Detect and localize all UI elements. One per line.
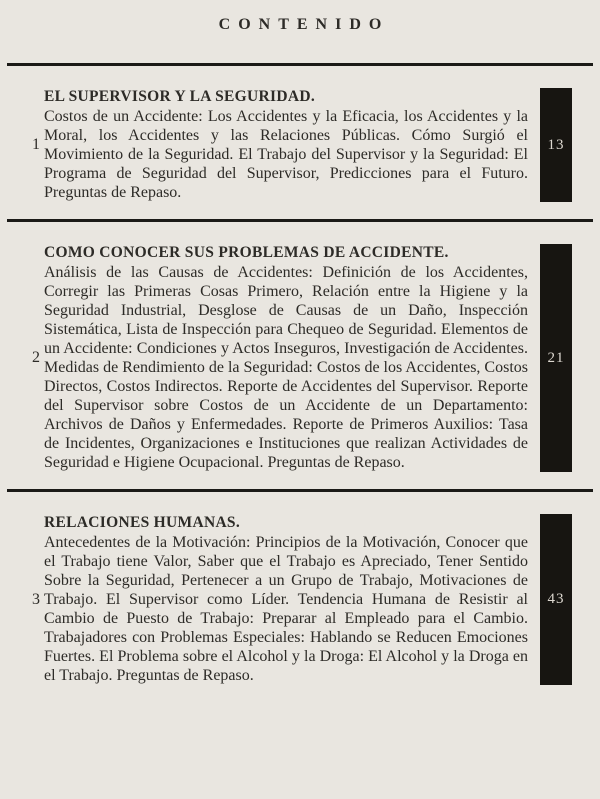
chapter-title: EL SUPERVISOR Y LA SEGURIDAD. (44, 88, 315, 105)
chapter-description: Análisis de las Causas de Accidentes: Definición de los Accidentes, Corregir las Primeras Cosas Primero, Relación entre la Higiene y la Seguridad Industrial, Desglose de Causas de un Daño, Inspección Sistemática, Lista de Inspección para Chequeo de Seguridad. Elementos de un Accidente: Condiciones y Actos Inseguros, Investigación de Accidentes. Medidas de Rendimiento de la Seguridad: Costos de los Accidentes, Costos Directos, Costos Indirectos. Reporte de Accidentes del Supervisor. Reporte del Supervisor sobre Costos de un Accidente de un Departamento: Archivos de Daños y Enfermedades. Reporte de Primeros Auxilios: Tasa de Incidentes, Organizaciones e Instituciones que realizan Actividades de Seguridad e Higiene Ocupacional. Preguntas de Repaso. (44, 264, 528, 471)
page-number-tab (540, 514, 572, 685)
toc-entry (0, 66, 600, 219)
chapter-description: Antecedentes de la Motivación: Principios de la Motivación, Conocer que el Trabajo tiene Valor, Saber que el Trabajo es Apreciado, Tener Sentido Sobre la Seguridad, Pertenecer a un Grupo de Trabajo, Motivaciones de Trabajo. El Supervisor como Líder. Tendencia Humana de Resistir al Cambio de Puesto de Trabajo: Preparar al Empleado para el Cambio. Trabajadores con Problemas Especiales: Hablando se Reducen Emociones Fuertes. El Problema sobre el Alcohol y la Droga: El Alcohol y la Droga en el Trabajo. Preguntas de Repaso. (44, 534, 528, 684)
toc-entry (0, 222, 600, 489)
chapter-description: Costos de un Accidente: Los Accidentes y la Eficacia, los Accidentes y la Moral, los Accidentes y las Relaciones Públicas. Cómo Surgió el Movimiento de la Seguridad. El Trabajo del Supervisor y la Seguridad: El Programa de Seguridad del Supervisor, Predicciones para el Futuro. Preguntas de Repaso. (44, 108, 528, 201)
toc-entry (0, 492, 600, 702)
page-tab-column (540, 244, 572, 472)
entry-text (44, 244, 540, 472)
chapter-title: RELACIONES HUMANAS. (44, 514, 241, 531)
page-title: CONTENIDO (218, 16, 390, 33)
entry-text (44, 514, 540, 685)
chapter-number: 3 (32, 590, 40, 608)
page-number: 21 (547, 349, 565, 366)
entry-text (44, 88, 540, 202)
page-tab-column (540, 514, 572, 685)
chapter-number: 1 (32, 136, 40, 153)
page-number-tab (540, 88, 572, 202)
page-number: 43 (547, 591, 565, 607)
chapter-number: 2 (32, 349, 40, 366)
page-number: 13 (547, 136, 565, 153)
page-number-tab (540, 244, 572, 472)
chapter-title: COMO CONOCER SUS PROBLEMAS DE ACCIDENTE. (44, 244, 449, 261)
page-tab-column (540, 88, 572, 202)
